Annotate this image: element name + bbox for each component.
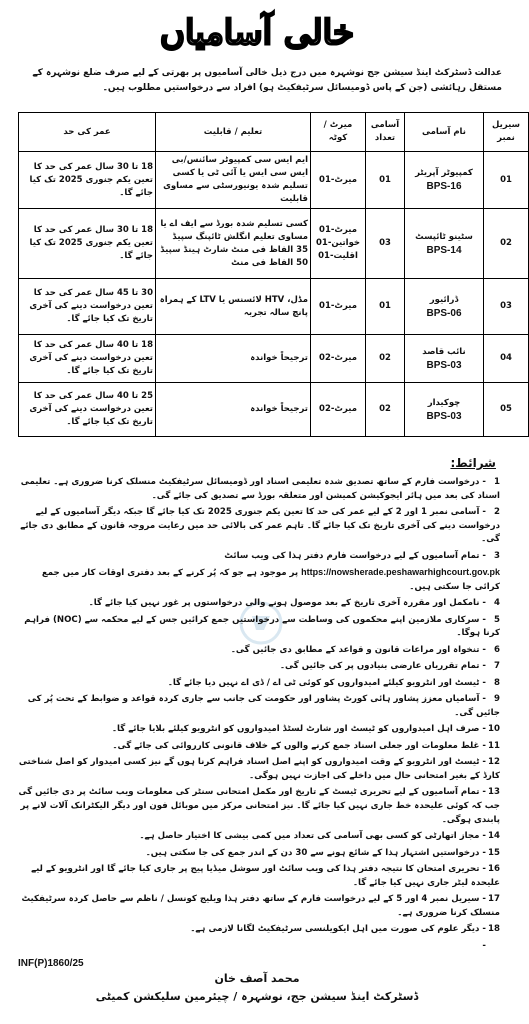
post-bps: BPS-03 [426,410,462,422]
website-link[interactable]: https://nowsherade.peshawarhighcourt.gov.pk [301,567,500,578]
cell-age-limit: 30 تا 45 سال عمر کی حد کا تعین درخواست دینے کی آخری تاریخ تک کیا جائے گا۔ [19,279,156,335]
condition-text: نامکمل اور مقررہ آخری تاریخ کے بعد موصول ہونے والی درخواستوں پر غور نہیں کیا جائے گا۔ [88,598,480,609]
intro-text: عدالت ڈسٹرکٹ اینڈ سیشن جج نوشہرہ میں درج ذیل خالی آسامیوں پر بھرتی کے لیے صرف ضلع نوشہرہ کے مستقل رہائشی (جن کے پاس ڈومیسائل سرٹیفکیٹ ہو) افراد سے درخواستیں مطلوب ہیں۔ [32,68,502,93]
condition-number: 13 [488,787,500,798]
reference-number: INF(P)1860/25 [18,958,84,969]
condition-item: 7- تمام تقرریاں عارضی بنیادوں پر کی جائیں گی۔ [18,660,500,674]
cell-qualification: ترجیحاً خواندہ [156,383,311,437]
condition-text: صرف اہل امیدواروں کو ٹیسٹ اور شارٹ لسٹڈ امیدواروں کو انٹرویو کیلئے بلایا جائے گا۔ [111,724,480,735]
condition-text: درخواست فارم کے ساتھ تصدیق شدہ تعلیمی اسناد اور ڈومیسائل سرٹیفکیٹ منسلک کرنا ضروری ہے۔ تعلیمی اسناد کی بعد میں ہائر ایجوکیشن کمیشن اور متعلقہ بورڈ سے تصدیق کی جائے گی۔ [20,477,500,501]
condition-item: 4- نامکمل اور مقررہ آخری تاریخ کے بعد موصول ہونے والی درخواستوں پر غور نہیں کیا جائے گا۔ [18,597,500,611]
table-row [19,209,529,279]
cell-serial: 05 [484,383,529,437]
table-row [19,152,529,209]
post-bps: BPS-06 [426,307,462,319]
condition-number: 1 [494,477,500,487]
cell-serial: 02 [484,209,529,279]
cell-qualification: ایم ایس سی کمپیوٹر سائنس/بی ایس سی ایس یا آئی ٹی یا کسی تسلیم شدہ یونیورسٹی سے مساوی قابلیت [156,152,311,209]
condition-item: - [482,940,486,951]
condition-item: 15- درخواستیں اشتہار ہذا کے شائع ہونے سے 30 دن کے اندر جمع کی جا سکتی ہیں۔ [18,847,500,861]
condition-item: 13- تمام آسامیوں کے لیے تحریری ٹیسٹ کے تاریخ اور مکمل امتحانی سنٹر کی معلومات ویب سائٹ پر دی جائیں گی جب کہ کوئی علیحدہ خط جاری نہیں کیا جائے گا۔ نیز امتحانی مرکز میں موبائل فون اور دیگر الیکٹرانک آلات لانے پر پابندی ہوگی۔ [18,787,500,825]
condition-text: درخواستیں اشتہار ہذا کے شائع ہونے سے 30 دن کے اندر جمع کی جا سکتی ہیں۔ [145,847,480,858]
table-row [19,279,529,335]
header-merit: میرٹ / کوٹہ [311,113,366,152]
condition-item: 17- سیریل نمبر 4 اور 5 کے لیے درخواست فارم کے ساتھ دفتر ہذا ویلیج کونسل / ناظم سے حاصل کردہ سرٹیفکیٹ منسلک کرنا ضروری ہے۔ [21,894,500,918]
table-row [19,335,529,383]
cell-age-limit: 18 تا 40 سال عمر کی حد کا تعین درخواست دینے کی آخری تاریخ تک کیا جائے گا۔ [19,335,156,383]
condition-number: 4 [494,598,500,609]
condition-item: 8- ٹیسٹ اور انٹرویو کیلئے امیدواروں کو کوئی ٹی اے / ڈی اے نہیں دیا جائے گا۔ [18,677,500,691]
condition-text: تمام تقرریاں عارضی بنیادوں پر کی جائیں گی۔ [280,661,480,672]
cell-qualification: کسی تسلیم شدہ بورڈ سے ایف اے یا مساوی تعلیم انگلش ٹائپنگ سپیڈ 35 الفاظ فی منٹ شارٹ ہینڈ سپیڈ 50 الفاظ فی منٹ [156,209,311,279]
condition-item: 18- دیگر علوم کی صورت میں اہل ایکویلنسی سرٹیفکیٹ لگانا لازمی ہے۔ [18,923,500,937]
cell-count: 01 [366,279,405,335]
condition-number: 17 [488,894,500,905]
condition-number: 11 [488,740,500,751]
cell-merit: میرٹ-01 [311,279,366,335]
condition-text: تمام آسامیوں کے لیے درخواست فارم دفتر ہذا کی ویب سائٹ [224,550,480,561]
condition-text: پر موجود ہے جو کہ پُر کرنے کے بعد دفتری اوقات کار میں جمع کرائی جا سکتی ہیں۔ [41,568,500,592]
cell-count: 02 [366,383,405,437]
condition-text: تمام آسامیوں کے لیے تحریری ٹیسٹ کے تاریخ اور مکمل امتحانی سنٹر کی معلومات ویب سائٹ پر دی جائیں گی جب کہ کوئی علیحدہ خط جاری نہیں کیا جائے گا۔ نیز امتحانی مرکز میں موبائل فون اور دیگر الیکٹرانک آلات لانے پر پابندی ہوگی۔ [18,787,500,825]
condition-number: 12 [488,757,500,768]
header-post-name: نام آسامی [405,113,484,152]
condition-item: 5- سرکاری ملازمین اپنے محکموں کی وساطت سے درخواستیں جمع کرائیں جس کے لیے محکمہ سے (NOC) فراہم کرنا ہوگا۔ [24,614,500,639]
condition-text: تنخواہ اور مراعات قانون و قواعد کے مطابق دی جائیں گی۔ [230,644,480,655]
post-name: نائب قاصد [422,346,466,357]
condition-text: دیگر علوم کی صورت میں اہل ایکویلنسی سرٹیفکیٹ لگانا لازمی ہے۔ [190,924,480,935]
condition-text: ٹیسٹ اور انٹرویو کیلئے امیدواروں کو کوئی ٹی اے / ڈی اے نہیں دیا جائے گا۔ [167,677,480,688]
condition-item: 3- تمام آسامیوں کے لیے درخواست فارم دفتر ہذا کی ویب سائٹ [18,550,500,564]
post-bps: BPS-14 [426,244,462,256]
cell-age-limit: 18 تا 30 سال عمر کی حد کا تعین یکم جنوری 2025 تک کیا جائے گا۔ [19,152,156,209]
cell-serial: 04 [484,335,529,383]
cell-merit: میرٹ-01 خواتین-01 اقلیت-01 [311,209,366,279]
condition-number: 14 [488,831,500,842]
post-bps: BPS-16 [426,181,462,192]
cell-merit: میرٹ-02 [311,383,366,437]
cell-serial: 03 [484,279,529,335]
cell-count: 03 [366,209,405,279]
condition-number: 6 [494,644,500,655]
condition-item: 12- ٹیسٹ اور انٹرویو کے وقت امیدواروں کو اپنے اصل اسناد فراہم کرنا ہوں گے نیز کسی امیدوار کو اصل شناختی کارڈ کے بغیر امتحانی حال میں داخلے کی اجازت نہیں ہوگی۔ [18,757,500,781]
condition-item: 11- غلط معلومات اور جعلی اسناد جمع کرنے والوں کے خلاف قانونی کارروائی کی جائے گی۔ [18,740,500,754]
condition-item: 6- تنخواہ اور مراعات قانون و قواعد کے مطابق دی جائیں گی۔ [18,644,500,658]
header-qualification: تعلیم / قابلیت [156,113,311,152]
condition-text: مجاز اتھارٹی کو کسی بھی آسامی کی تعداد میں کمی بیشی کا اختیار حاصل ہے۔ [139,831,480,842]
cell-qualification: مڈل، HTV لائسنس یا LTV کے ہمراہ پانچ سالہ تجربہ [156,279,311,335]
signatory-designation: ڈسٹرکٹ اینڈ سیشن جج، نوشہرہ / چیئرمین سلیکشن کمیٹی [95,990,419,1003]
condition-text: سرکاری ملازمین اپنے محکموں کی وساطت سے درخواستیں جمع کرائیں جس کے لیے محکمہ سے (NOC) فراہم کرنا ہوگا۔ [24,614,500,639]
condition-number: 10 [488,724,500,735]
table-row [19,383,529,437]
cell-post-name [405,152,484,209]
condition-item: 2- آسامی نمبر 1 اور 2 کے لیے عمر کی حد کا تعین یکم جنوری 2025 تک کیا جائے گا جبکہ دیگر آسامیوں کے لیے درخواست دینے کی آخری تاریخ تک کیا جائے گا۔ تاہم عمر کی بالائی حد میں رعایت مروجہ قانون کے مطابق دی جائے گی۔ [20,507,500,545]
header-serial: سیریل نمبر [484,113,529,152]
cell-merit: میرٹ-02 [311,335,366,383]
condition-number: 8 [494,677,500,688]
cell-post-name [405,209,484,279]
post-bps: BPS-03 [426,359,462,371]
cell-post-name [405,383,484,437]
condition-number: 3 [494,550,500,561]
cell-count: 02 [366,335,405,383]
cell-post-name [405,279,484,335]
table-header-row [19,113,529,152]
condition-item: 10- صرف اہل امیدواروں کو ٹیسٹ اور شارٹ لسٹڈ امیدواروں کو انٹرویو کیلئے بلایا جائے گا۔ [18,723,500,737]
condition-text: تحریری امتحان کا نتیجہ دفتر ہذا کی ویب سائٹ اور سوشل میڈیا پیج پر جاری کیا جائے گا اور انٹرویو کے لیے علیحدہ لیٹر جاری نہیں کیا جائے گا۔ [31,864,500,888]
condition-item: 14- مجاز اتھارٹی کو کسی بھی آسامی کی تعداد میں کمی بیشی کا اختیار حاصل ہے۔ [18,830,500,844]
condition-number: 15 [488,847,500,858]
cell-age-limit: 18 تا 30 سال عمر کی حد کا تعین یکم جنوری 2025 تک کیا جائے گا۔ [19,209,156,279]
condition-item [18,566,500,594]
condition-text: سیریل نمبر 4 اور 5 کے لیے درخواست فارم کے ساتھ دفتر ہذا ویلیج کونسل / ناظم سے حاصل کردہ سرٹیفکیٹ منسلک کرنا ضروری ہے۔ [21,894,500,918]
condition-number: 16 [488,864,500,875]
cell-post-name [405,335,484,383]
condition-number: 7 [494,661,500,672]
condition-item: 16- تحریری امتحان کا نتیجہ دفتر ہذا کی ویب سائٹ اور سوشل میڈیا پیج پر جاری کیا جائے گا اور انٹرویو کے لیے علیحدہ لیٹر جاری نہیں کیا جائے گا۔ [31,864,500,888]
title-banner [0,6,514,60]
cell-age-limit: 25 تا 40 سال عمر کی حد کا تعین درخواست دینے کی آخری تاریخ تک کیا جائے گا۔ [19,383,156,437]
conditions-heading: شرائط: [450,456,496,470]
cell-qualification: ترجیحاً خواندہ [156,335,311,383]
condition-item: 1- درخواست فارم کے ساتھ تصدیق شدہ تعلیمی اسناد اور ڈومیسائل سرٹیفکیٹ منسلک کرنا ضروری ہے۔ تعلیمی اسناد کی بعد میں ہائر ایجوکیشن کمیشن اور متعلقہ بورڈ سے تصدیق کی جائے گی۔ [20,477,500,501]
condition-number: 18 [488,924,500,935]
cell-merit: میرٹ-01 [311,152,366,209]
condition-number: 2 [494,507,500,518]
header-count: آسامی تعداد [366,113,405,152]
cell-count: 01 [366,152,405,209]
condition-item: 9- آسامیاں معزز پشاور ہائی کورٹ پشاور اور حکومت کی جانب سے جاری کردہ قواعد و ضوابط کے تحت پُر کی جائیں گی۔ [27,694,500,718]
vacancies-table [18,112,529,437]
condition-number: 9 [494,694,500,705]
signatory-name: محمد آصف خان [214,972,300,985]
page-title: خالی آسامیاں [159,13,354,53]
post-name: ڈرائیور [429,294,459,305]
conditions-list [18,476,500,956]
post-name: کمپیوٹر آپریٹر [415,168,473,178]
condition-text: آسامیاں معزز پشاور ہائی کورٹ پشاور اور حکومت کی جانب سے جاری کردہ قواعد و ضوابط کے تحت پُر کی جائیں گی۔ [27,694,500,718]
post-name: سٹینو ٹائپسٹ [415,231,473,242]
condition-text: غلط معلومات اور جعلی اسناد جمع کرنے والوں کے خلاف قانونی کارروائی کی جائے گی۔ [112,740,480,751]
cell-serial: 01 [484,152,529,209]
condition-text: ٹیسٹ اور انٹرویو کے وقت امیدواروں کو اپنے اصل اسناد فراہم کرنا ہوں گے نیز کسی امیدوار کو اصل شناختی کارڈ کے بغیر امتحانی حال میں داخلے کی اجازت نہیں ہوگی۔ [18,757,500,781]
post-name: چوکیدار [427,397,461,408]
header-age-limit: عمر کی حد [19,113,156,152]
condition-text: آسامی نمبر 1 اور 2 کے لیے عمر کی حد کا تعین یکم جنوری 2025 تک کیا جائے گا جبکہ دیگر آسامیوں کے لیے درخواست دینے کی آخری تاریخ تک کیا جائے گا۔ تاہم عمر کی بالائی حد میں رعایت مروجہ قانون کے مطابق دی جائے گی۔ [20,507,500,545]
condition-number: 5 [494,614,500,625]
